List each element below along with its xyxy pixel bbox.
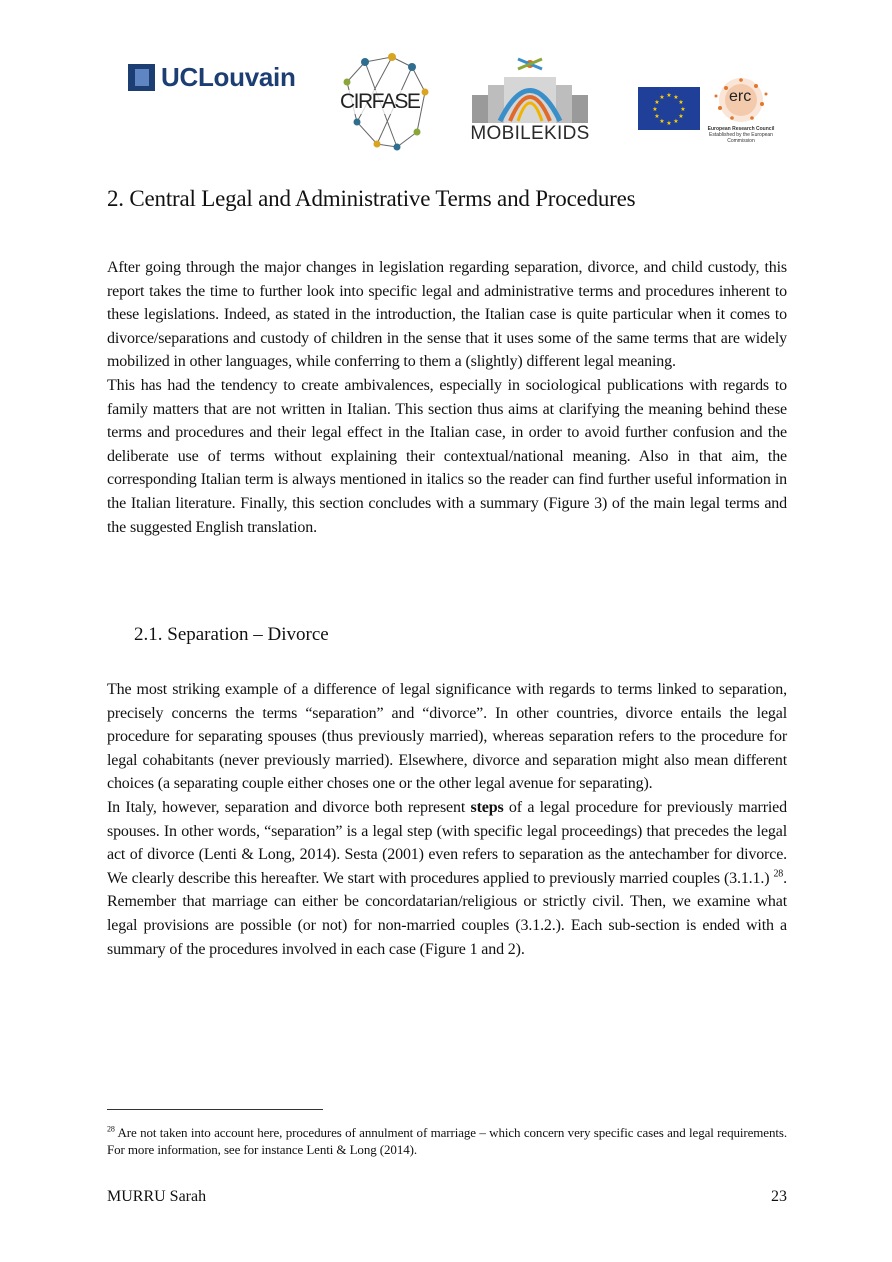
uclouvain-mark-icon xyxy=(128,64,155,91)
erc-caption-line1: European Research Council xyxy=(707,126,775,132)
footer-author: MURRU Sarah xyxy=(107,1188,207,1205)
text-run: The most striking example of a difference of legal significance with regards to terms linked to separation, precisely concerns the terms “separation” and “divorce”. In other countries, divorce entails the legal procedure for separating spouses (thus previously married), whereas separation refers to the procedure for legal cohabitants (never previously married). Elsewhere, divorce and separation might also mean different choices (a separating couple either choses one or the other legal avenue for separating). xyxy=(107,681,787,793)
text-run: In Italy, however, separation and divorce both represent xyxy=(107,798,471,816)
erc-caption xyxy=(706,126,776,144)
page-footer xyxy=(107,1188,787,1206)
erc-logo-text: erc xyxy=(729,88,752,105)
page-number: 23 xyxy=(771,1188,787,1205)
mobilekids-logo-text: MOBILEKIDS xyxy=(470,123,590,144)
erc-caption-line2: Established by the European Commission xyxy=(709,132,773,144)
subsection-title: Separation – Divorce xyxy=(167,624,329,645)
text-run: This has had the tendency to create ambivalences, especially in sociological publications with regards to family matters that are not written in Italian. This section thus aims at clarifying the meaning behind these terms and procedures and their legal effect in the Italian case, in order to avoid further confusion and the deliberate use of terms without explaining their contextual/national meaning. Also in that aim, the corresponding Italian term is always mentioned in italics so the reader can find further useful information in the Italian literature. Finally, this section concludes with a summary (Figure 3) of the main legal terms and the suggested English translation. xyxy=(107,376,787,536)
bold-text: steps xyxy=(470,798,504,816)
section-body xyxy=(107,256,787,539)
svg-text:★: ★ xyxy=(680,106,686,113)
svg-text:★: ★ xyxy=(659,94,665,101)
svg-text:★: ★ xyxy=(678,99,684,106)
svg-text:★: ★ xyxy=(666,120,672,127)
footnote-reference: 28 xyxy=(773,868,784,880)
cirfase-logo xyxy=(337,52,433,152)
svg-text:★: ★ xyxy=(673,94,679,101)
svg-text:★: ★ xyxy=(659,118,665,125)
uclouvain-logo-text: UCLouvain xyxy=(161,62,296,92)
footnote-marker: 28 xyxy=(107,1124,115,1134)
svg-text:★: ★ xyxy=(652,106,658,113)
text-run: of a legal procedure for previously married spouses. In other words, “separation” is a legal step (with specific legal proceedings) that precedes the legal act of divorce (Lenti & Long, 2014). Sesta (2001) even refers to separation as the antechamber for divorce. We clearly describe this hereafter. We start with procedures applied to previously married couples (3.1.1.) xyxy=(107,798,787,887)
svg-text:★: ★ xyxy=(678,113,684,120)
subsection-heading xyxy=(134,624,329,646)
footnote-text: Are not taken into account here, procedures of annulment of marriage – which concern very specific cases and legal requirements. For more information, see for instance Lenti & Long (2014). xyxy=(107,1125,787,1157)
footnote xyxy=(107,1124,787,1158)
svg-text:★: ★ xyxy=(673,118,679,125)
footnote-divider xyxy=(107,1109,323,1110)
eu-flag-icon xyxy=(638,87,700,130)
cirfase-logo-text: CIRFASE xyxy=(340,90,420,113)
text-run: After going through the major changes in legislation regarding separation, divorce, and child custody, this report takes the time to further look into specific legal and administrative terms and procedures inherent to these legislations. Indeed, as stated in the introduction, the Italian case is quite particular when it comes to divorce/separations and custody of children in the sense that it uses some of the same terms that are widely mobilized in other languages, while conferring to them a (slightly) different legal meaning. xyxy=(107,259,787,371)
section-heading: 2. Central Legal and Administrative Terms and Procedures xyxy=(107,186,636,211)
mobilekids-logo xyxy=(460,55,600,145)
svg-text:★: ★ xyxy=(666,92,672,99)
text-run: . Remember that marriage can either be concordatarian/religious or strictly civil. Then, we examine what legal provisions are possible (or not) for non-married couples (3.1.2.). Each sub-section is ended with a summary of the procedures involved in each case (Figure 1 and 2). xyxy=(107,869,787,958)
svg-text:★: ★ xyxy=(654,99,660,106)
uclouvain-logo xyxy=(128,62,296,93)
subsection-number: 2.1. xyxy=(134,624,163,645)
erc-logo xyxy=(706,74,776,144)
subsection-body xyxy=(107,678,787,961)
svg-text:★: ★ xyxy=(654,113,660,120)
